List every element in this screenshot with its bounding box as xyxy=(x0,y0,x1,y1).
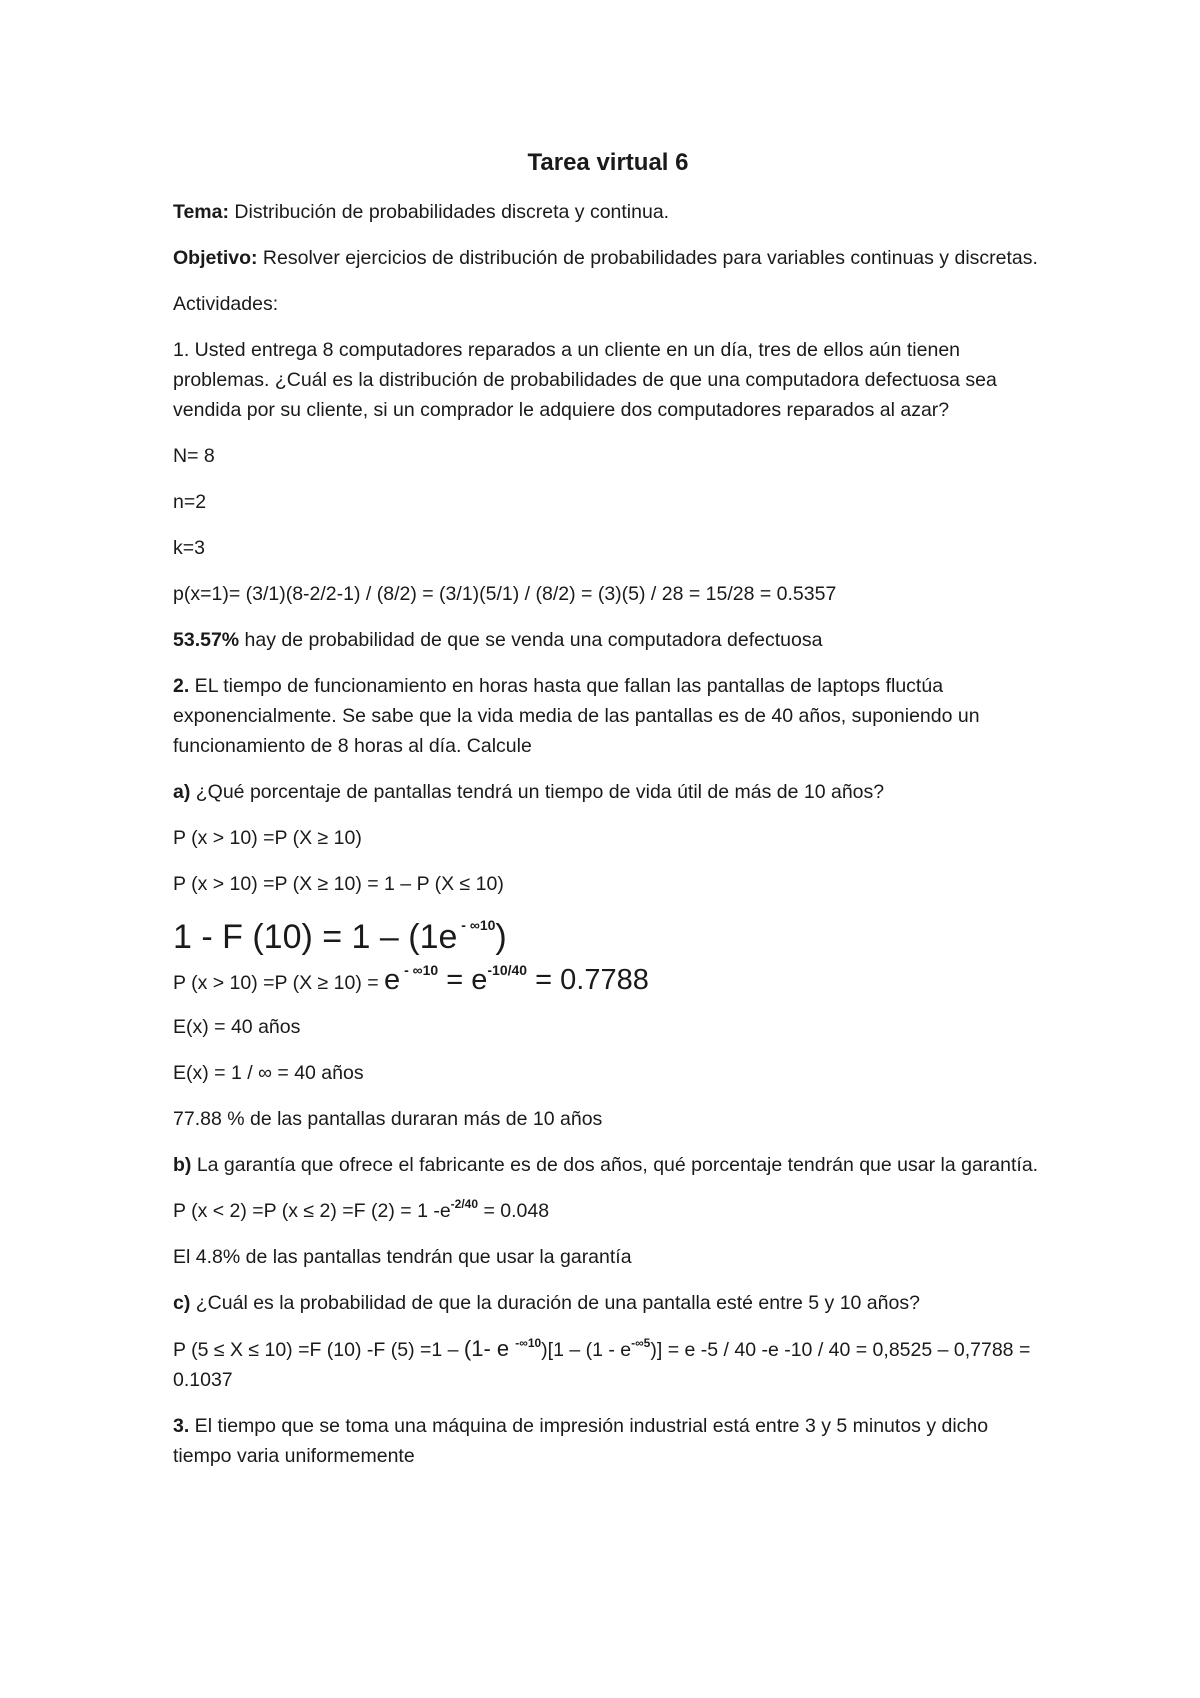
document-body xyxy=(173,146,1043,1487)
q2a-result: = 0.7788 xyxy=(527,964,649,996)
q2c-exponent-2: -∞5 xyxy=(631,1336,651,1350)
question-3-text: El tiempo que se toma una máquina de impresión industrial está entre 3 y 5 minutos y dicho tiempo varia uniformemente xyxy=(173,1415,989,1467)
q2c-formula-b: )[1 – (1 - e xyxy=(541,1339,632,1361)
q2a-complement-exponent: - ∞10 xyxy=(457,917,496,933)
q2a-complement-close: ) xyxy=(495,918,507,956)
q2c-label: c) xyxy=(173,1292,191,1314)
q2a-expected-1: E(x) = 40 años xyxy=(173,1016,301,1038)
q2b-label: b) xyxy=(173,1154,192,1176)
q2a-label: a) xyxy=(173,781,191,803)
question-2-text: EL tiempo de funcionamiento en horas hasta que fallan las pantallas de laptops fluctúa exponencialmente. Se sabe que la vida media de las pantallas es de 40 años, suponiendo un funcionamiento de 8 horas al día. Calcule xyxy=(173,675,980,757)
q2a-expected-2: E(x) = 1 / ∞ = 40 años xyxy=(173,1062,364,1084)
q2c-question xyxy=(173,1288,1043,1318)
q2a-line-3 xyxy=(173,962,1043,998)
question-2 xyxy=(173,671,1043,761)
question-1-text: Usted entrega 8 computadores reparados a un cliente en un día, tres de ellos aún tienen problemas. ¿Cuál es la distribución de probabilidades de que una computadora defectuosa sea vendida por su cliente, si un comprador le adquiere dos computadores reparados al azar? xyxy=(173,339,997,421)
q1-conclusion-percent: 53.57% xyxy=(173,629,240,651)
q2c-formula xyxy=(173,1334,1043,1395)
q2b-text: La garantía que ofrece el fabricante es de dos años, qué porcentaje tendrán que usar la garantía. xyxy=(191,1154,1039,1176)
q1-sample-size: n=2 xyxy=(173,491,207,513)
q2b-formula-exponent: -2/40 xyxy=(450,1197,479,1211)
q2a-equals-e: = e xyxy=(438,964,488,996)
q2c-formula-a: P (5 ≤ X ≤ 10) =F (10) -F (5) =1 – xyxy=(173,1339,464,1361)
question-3-number: 3. xyxy=(173,1415,190,1437)
objetivo-paragraph xyxy=(173,243,1043,273)
q2a-line-2: P (x > 10) =P (X ≥ 10) = 1 – P (X ≤ 10) xyxy=(173,873,504,895)
q2a-line-3-text: P (x > 10) =P (X ≥ 10) = xyxy=(173,972,385,994)
q2a-complement-formula xyxy=(173,915,1043,959)
q2a-text: ¿Qué porcentaje de pantallas tendrá un tiempo de vida útil de más de 10 años? xyxy=(190,781,885,803)
q1-conclusion-text: hay de probabilidad de que se venda una computadora defectuosa xyxy=(239,629,823,651)
question-1 xyxy=(173,335,1043,425)
tema-paragraph xyxy=(173,197,1043,227)
actividades-heading: Actividades: xyxy=(173,293,279,315)
q2b-formula-text: P (x < 2) =P (x ≤ 2) =F (2) = 1 -e xyxy=(173,1200,451,1222)
objetivo-label: Objetivo: xyxy=(173,247,258,269)
q2a-e1: e xyxy=(384,964,401,996)
q2c-exponent-1: -∞10 xyxy=(515,1336,542,1350)
document-title: Tarea virtual 6 xyxy=(527,149,689,176)
question-3 xyxy=(173,1411,1043,1471)
tema-text: Distribución de probabilidades discreta y continua. xyxy=(229,201,670,223)
q2a-question xyxy=(173,777,1043,807)
q1-conclusion xyxy=(173,625,1043,655)
q1-population-size: N= 8 xyxy=(173,445,215,467)
q2b-conclusion: El 4.8% de las pantallas tendrán que usar la garantía xyxy=(173,1246,632,1268)
q2a-complement-text: 1 - F (10) = 1 – (1e xyxy=(173,918,458,956)
question-2-number: 2. xyxy=(173,675,190,697)
q2b-formula xyxy=(173,1196,1043,1226)
q2a-line-1: P (x > 10) =P (X ≥ 10) xyxy=(173,827,362,849)
q2a-line-3-math xyxy=(384,964,649,996)
q2a-conclusion: 77.88 % de las pantallas duraran más de 10 años xyxy=(173,1108,603,1130)
q2b-question xyxy=(173,1150,1043,1180)
objetivo-text: Resolver ejercicios de distribución de probabilidades para variables continuas y discretas. xyxy=(257,247,1038,269)
q1-formula: p(x=1)= (3/1)(8-2/2-1) / (8/2) = (3/1)(5/1) / (8/2) = (3)(5) / 28 = 15/28 = 0.5357 xyxy=(173,583,837,605)
q2c-text: ¿Cuál es la probabilidad de que la duración de una pantalla esté entre 5 y 10 años? xyxy=(190,1292,920,1314)
q1-successes: k=3 xyxy=(173,537,205,559)
q2a-exponent-2: -10/40 xyxy=(487,962,528,978)
q2c-formula-c: )] = e -5 / 40 -e -10 / 40 = 0,8525 – 0,7788 = 0.1037 xyxy=(173,1339,1031,1391)
q2a-exponent-1: - ∞10 xyxy=(400,962,439,978)
q2c-formula-big: (1- e xyxy=(463,1336,516,1361)
tema-label: Tema: xyxy=(173,201,229,223)
q2b-formula-result: = 0.048 xyxy=(478,1200,550,1222)
question-1-number: 1. xyxy=(173,339,190,361)
